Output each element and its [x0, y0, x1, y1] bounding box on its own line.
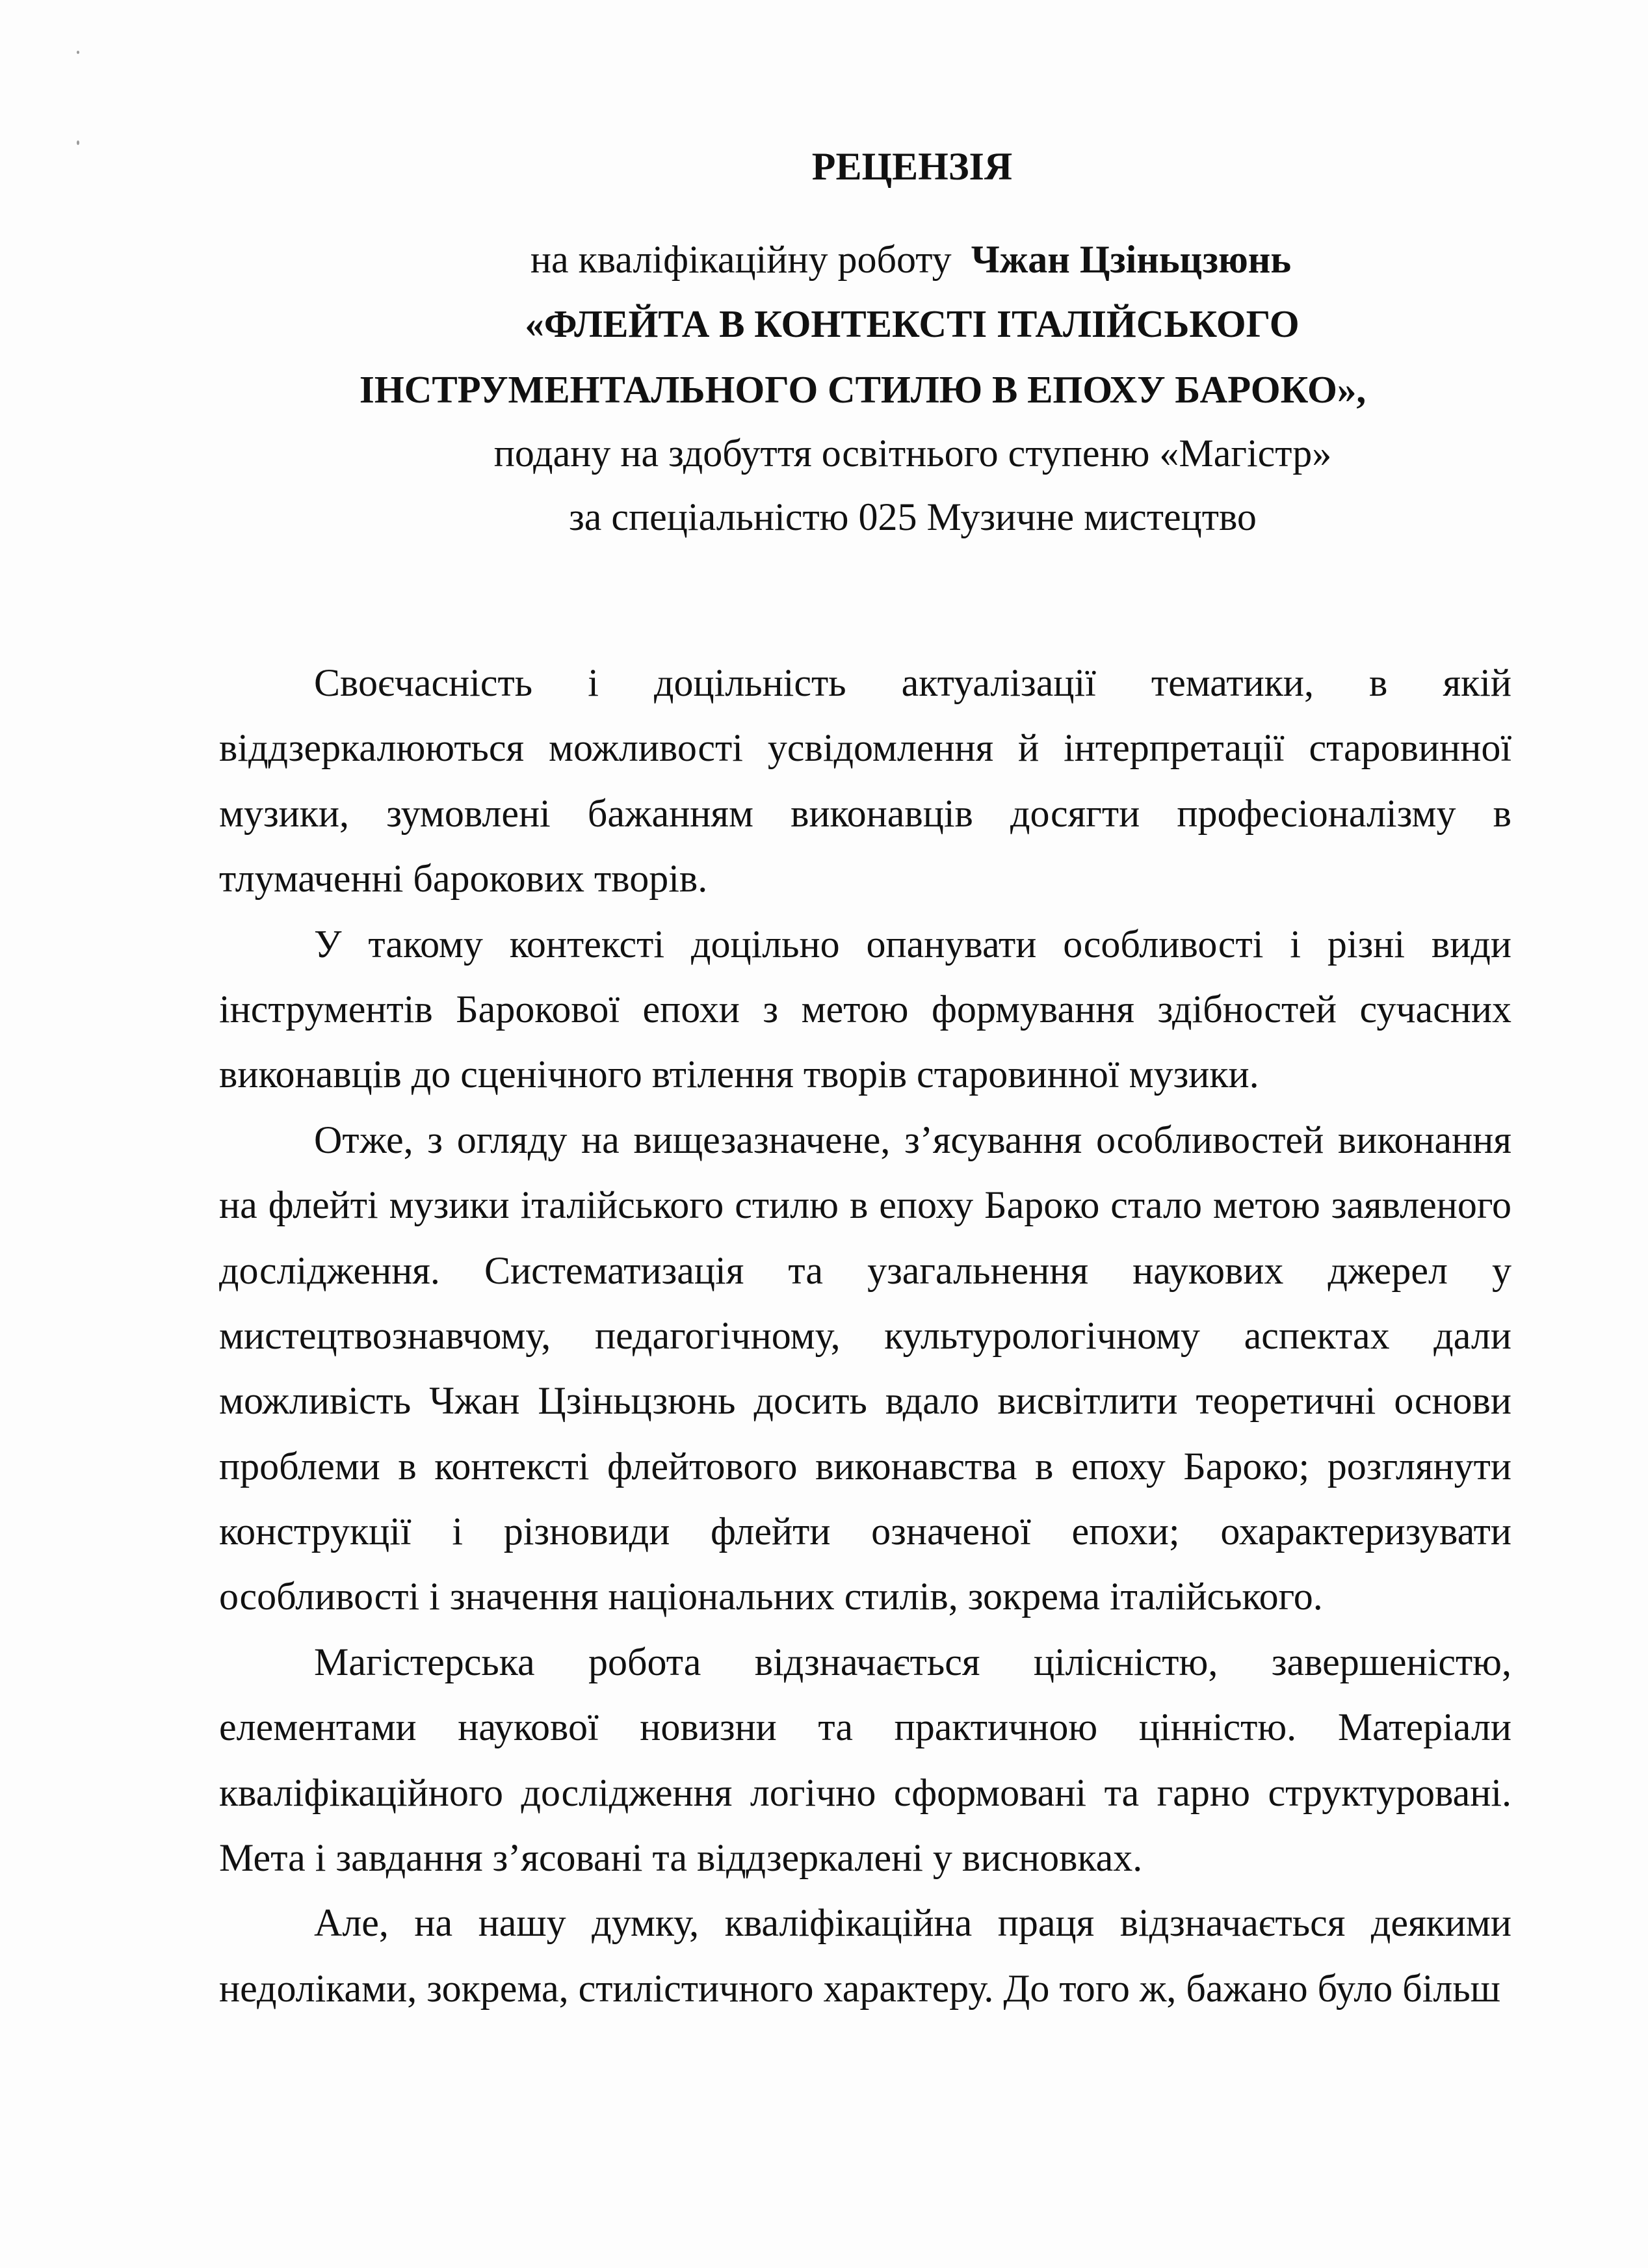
paragraph: [219, 1107, 1511, 1629]
text-line-content: дослідження. Систематизація та узагальнення наукових джерел у: [219, 1248, 1511, 1292]
text-line-content: проблеми в контексті флейтового виконавства в епоху Бароко; розглянути: [219, 1444, 1511, 1488]
text-line: [219, 1890, 1511, 1955]
text-line-content: Магістерська робота відзначається цілісністю, завершеністю,: [314, 1640, 1511, 1683]
text-line-content: на флейті музики італійського стилю в епоху Бароко стало метою заявленого: [219, 1183, 1511, 1227]
text-line-content: недоліками, зокрема, стилістичного характеру. До того ж, бажано було більш: [219, 1966, 1500, 2010]
paragraph: [219, 1629, 1511, 1891]
review-body: [219, 650, 1511, 2021]
text-line: [219, 715, 1511, 780]
text-line: [219, 1434, 1511, 1499]
text-line-content: тлумаченні барокових творів.: [219, 857, 708, 901]
subject-line: [530, 240, 1291, 279]
text-line: [219, 1694, 1511, 1760]
text-line-content: особливості і значення національних стилів, зокрема італійського.: [219, 1575, 1323, 1618]
work-title-line-1: «ФЛЕЙТА В КОНТЕКСТІ ІТАЛІЙСЬКОГО: [525, 302, 1300, 345]
text-line-content: елементами наукової новизни та практичною цінністю. Матеріали: [219, 1706, 1511, 1749]
text-line-content: мистецтвознавчому, педагогічному, культурологічному аспектах дали: [219, 1313, 1511, 1357]
text-line: [219, 781, 1511, 846]
text-line-content: віддзеркалюються можливості усвідомлення й інтерпретації старовинної: [219, 726, 1511, 770]
work-title-line-2: ІНСТРУМЕНТАЛЬНОГО СТИЛЮ В ЕПОХУ БАРОКО»,: [359, 368, 1367, 411]
text-line-content: музики, зумовлені бажанням виконавців досягти професіоналізму в: [219, 791, 1511, 835]
scan-speck: [77, 51, 79, 54]
scan-speck: [77, 140, 79, 145]
text-line: [219, 1629, 1511, 1694]
text-line-content: кваліфікаційного дослідження логічно сформовані та гарно структуровані.: [219, 1771, 1511, 1814]
text-line: [219, 1303, 1511, 1368]
text-line: [219, 846, 1511, 911]
text-line-content: Мета і завдання з’ясовані та віддзеркалені у висновках.: [219, 1836, 1143, 1880]
text-line: [219, 977, 1511, 1042]
text-line: [219, 1042, 1511, 1107]
degree-line: подану на здобуття освітнього ступеню «Магістр»: [493, 432, 1332, 475]
author-name: Чжан Цзіньцзюнь: [971, 238, 1292, 281]
text-line-content: Але, на нашу думку, кваліфікаційна праця відзначається деякими: [314, 1901, 1511, 1945]
document-title: РЕЦЕНЗІЯ: [811, 145, 1013, 188]
text-line: [219, 1172, 1511, 1237]
subject-prefix: на кваліфікаційну роботу: [530, 238, 952, 281]
text-line: [219, 1368, 1511, 1433]
text-line: [219, 650, 1511, 715]
paragraph: [219, 1890, 1511, 2021]
text-line: [219, 1238, 1511, 1303]
text-line-content: конструкції і різновиди флейти означеної епохи; охарактеризувати: [219, 1510, 1511, 1553]
text-line: [219, 912, 1511, 977]
paragraph: [219, 912, 1511, 1107]
text-line-content: Своєчасність і доцільність актуалізації тематики, в якій: [314, 661, 1511, 704]
text-line: [219, 1564, 1511, 1629]
text-line-content: інструментів Барокової епохи з метою формування здібностей сучасних: [219, 987, 1511, 1031]
specialty-line: за спеціальністю 025 Музичне мистецтво: [569, 495, 1257, 538]
text-line-content: Отже, з огляду на вищезазначене, з’ясування особливостей виконання: [314, 1118, 1511, 1161]
text-line: [219, 1107, 1511, 1172]
text-line: [219, 1499, 1511, 1564]
text-line-content: можливість Чжан Цзіньцзюнь досить вдало висвітлити теоретичні основи: [219, 1379, 1511, 1423]
text-line: [219, 1760, 1511, 1825]
paragraph: [219, 650, 1511, 912]
text-line-content: У такому контексті доцільно опанувати особливості і різні види: [314, 922, 1511, 966]
text-line: [219, 1956, 1511, 2021]
text-line-content: виконавців до сценічного втілення творів старовинної музики.: [219, 1053, 1259, 1096]
text-line: [219, 1825, 1511, 1890]
